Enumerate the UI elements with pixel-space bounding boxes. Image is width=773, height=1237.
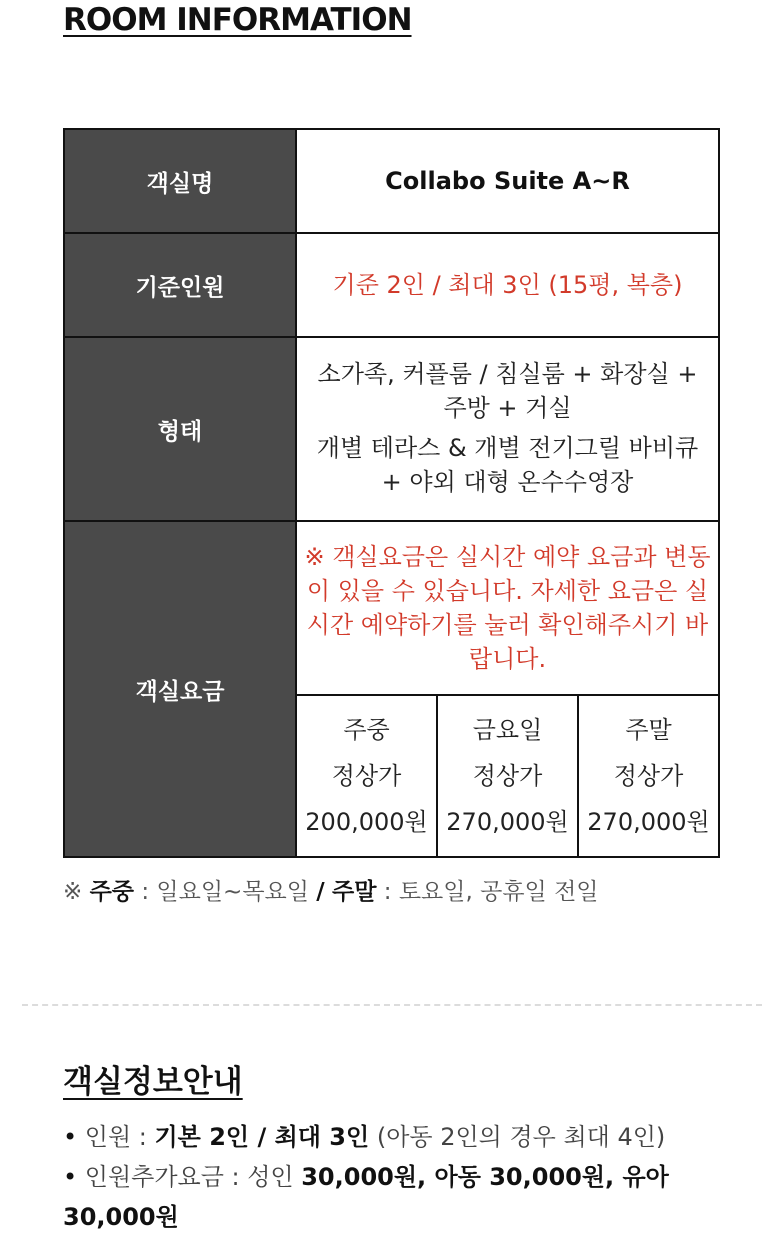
room-type-line-1: 소가족, 커플룸 / 침실룸 + 화장실 + 주방 + 거실 (317, 360, 698, 422)
room-type-value (296, 337, 719, 521)
weekend-label: 주말 (332, 879, 377, 905)
price-type: 정상가 (613, 762, 684, 790)
page-title: ROOM INFORMATION (63, 2, 412, 38)
room-type-label: 형태 (64, 337, 296, 521)
room-info-table (63, 128, 720, 858)
list-item: • 인원추가요금 : 성인 30,000원, 아동 30,000원, 유아 30,000원 (63, 1163, 669, 1231)
price-amount: 270,000원 (587, 808, 710, 836)
weekday-weekend-footnote (63, 873, 599, 906)
note-mark: ※ (63, 879, 83, 905)
weekend-desc: : 토요일, 공휴일 전일 (376, 879, 599, 905)
capacity-label: 기준인원 (64, 233, 296, 337)
capacity-value: 기준 2인 / 최대 3인 (15평, 복층) (296, 233, 719, 337)
separator: / (316, 879, 325, 905)
price-label: 객실요금 (64, 521, 296, 857)
list-item: • 인원 : 기본 2인 / 최대 3인 (아동 2인의 경우 최대 4인) (63, 1123, 666, 1151)
bullet-icon: • (63, 1123, 78, 1151)
row-room-name (64, 129, 719, 233)
weekday-desc: : 일요일~목요일 (134, 879, 317, 905)
bullet-icon: • (63, 1163, 78, 1191)
price-period: 주중 (343, 716, 390, 744)
room-type-line-2: 개별 테라스 & 개별 전기그릴 바비큐 + 야외 대형 온수수영장 (316, 434, 699, 496)
price-type: 정상가 (472, 762, 543, 790)
price-period: 주말 (625, 716, 672, 744)
dashed-divider (22, 1004, 762, 1006)
row-room-type (64, 337, 719, 521)
weekday-label: 주중 (89, 879, 135, 905)
price-type: 정상가 (331, 762, 402, 790)
price-friday (437, 695, 578, 857)
price-amount: 200,000원 (305, 808, 428, 836)
price-period: 금요일 (472, 716, 543, 744)
room-name-label: 객실명 (64, 129, 296, 233)
price-notice: ※ 객실요금은 실시간 예약 요금과 변동이 있을 수 있습니다. 자세한 요금은 실시간 예약하기를 눌러 확인해주시기 바랍니다. (296, 521, 719, 695)
price-weekday (296, 695, 437, 857)
room-name-value: Collabo Suite A~R (296, 129, 719, 233)
row-capacity (64, 233, 719, 337)
section-title: 객실정보안내 (63, 1064, 243, 1100)
price-amount: 270,000원 (446, 808, 569, 836)
row-price-notice (64, 521, 719, 695)
room-info-list (63, 1117, 743, 1237)
price-weekend (578, 695, 719, 857)
